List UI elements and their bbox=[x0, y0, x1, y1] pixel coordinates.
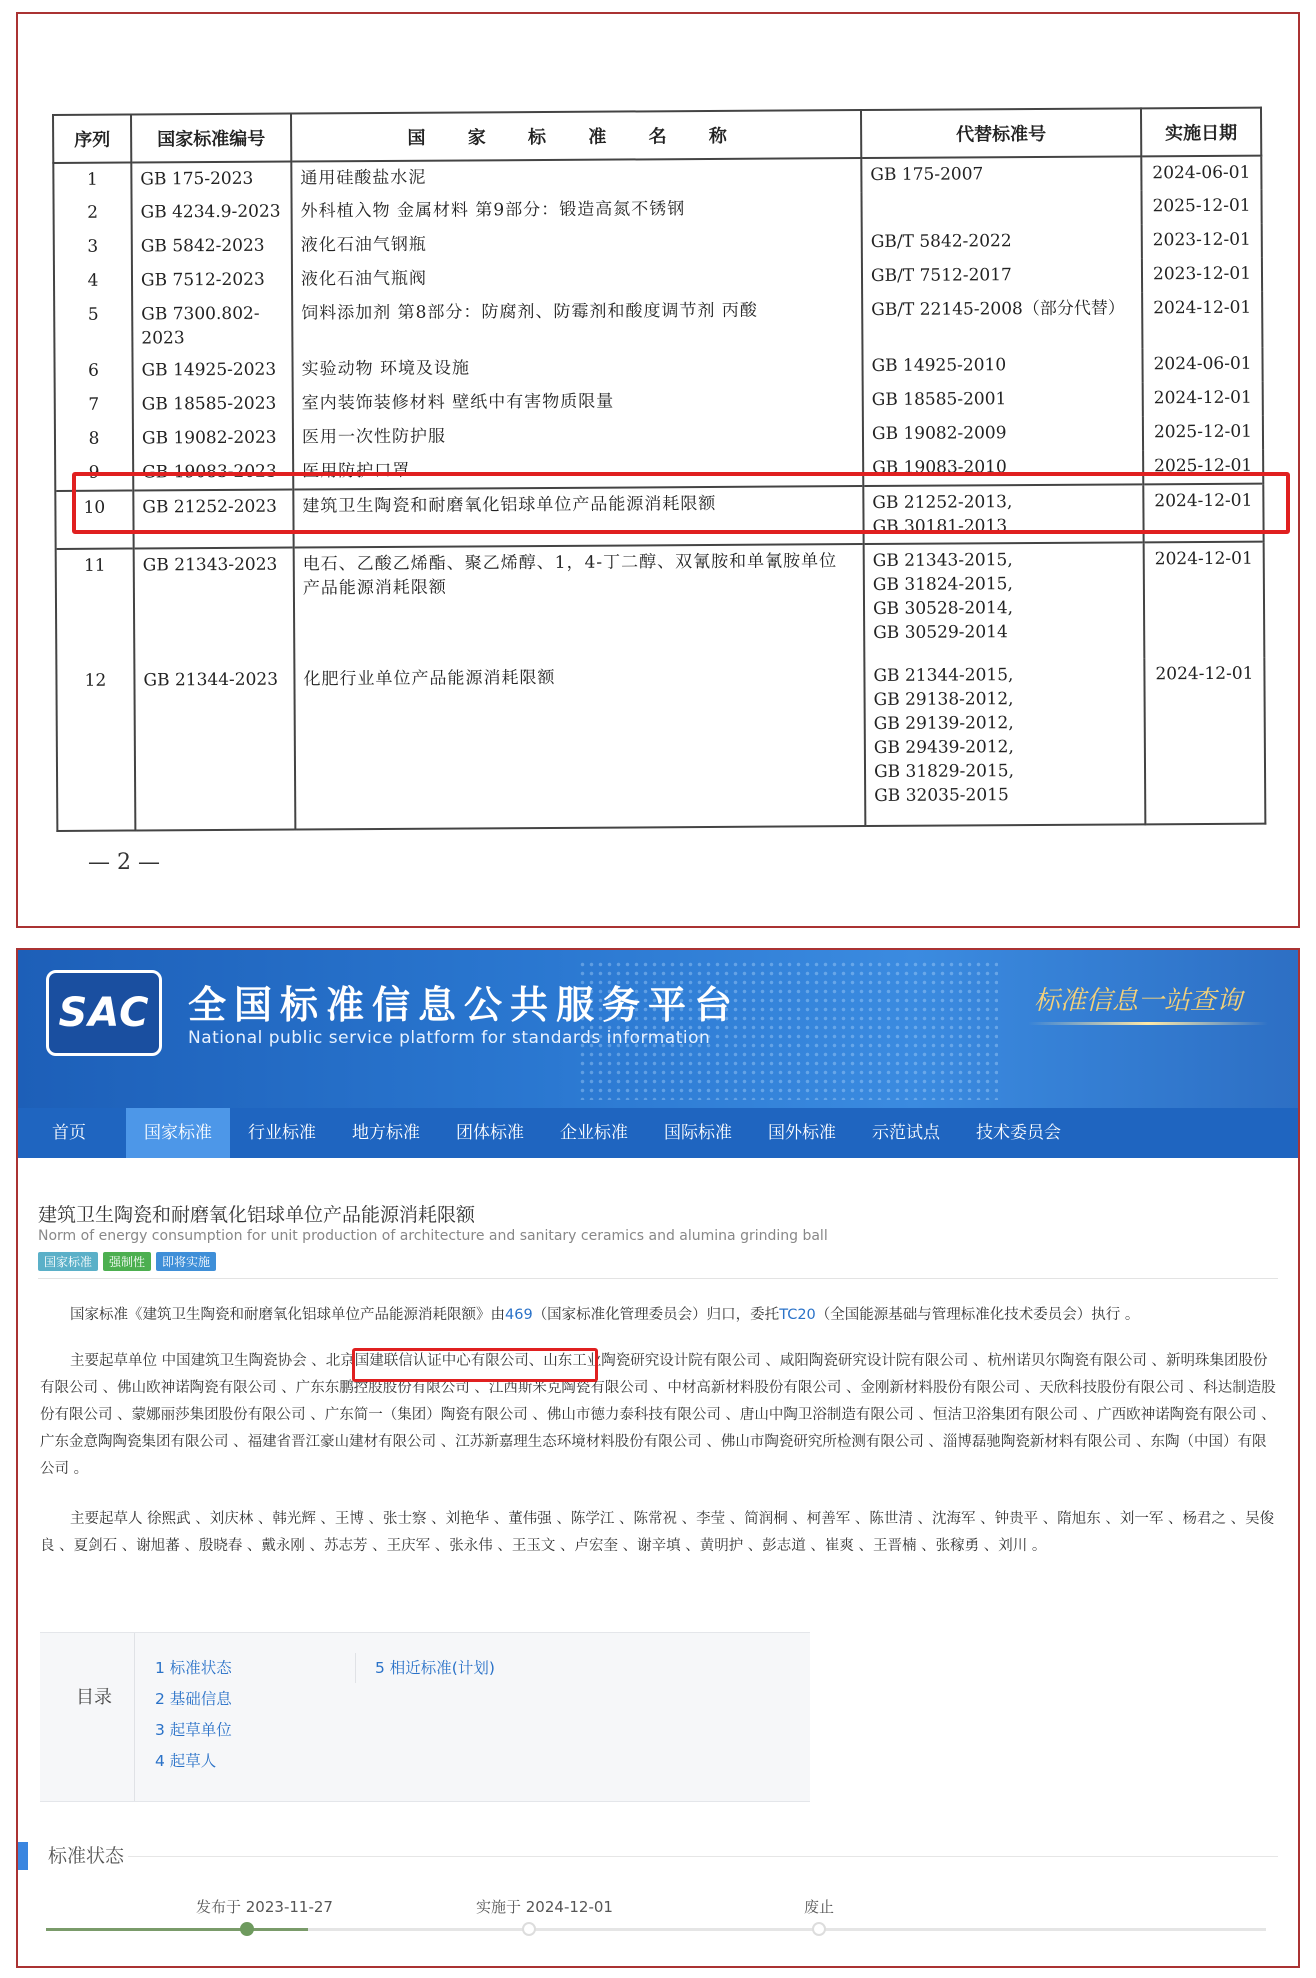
page-number: — 2 — bbox=[88, 850, 160, 875]
cell-date: 2025-12-01 bbox=[1143, 416, 1263, 451]
cell-seq: 1 bbox=[53, 163, 131, 197]
timeline-abolished-label: 废止 bbox=[804, 1898, 835, 1916]
table-row bbox=[54, 292, 1262, 355]
toc-list-right bbox=[375, 1653, 495, 1684]
cell-seq: 5 bbox=[54, 299, 132, 355]
cell-name: 液化石油气瓶阀 bbox=[292, 260, 862, 297]
cell-name: 实验动物 环境及设施 bbox=[292, 350, 862, 387]
logo-text: SAC bbox=[58, 990, 150, 1036]
cell-seq: 2 bbox=[54, 197, 132, 231]
intro-mid: （国家标准化管理委员会）归口，委托 bbox=[532, 1307, 780, 1323]
standard-title: 建筑卫生陶瓷和耐磨氧化铝球单位产品能源消耗限额 bbox=[38, 1204, 476, 1226]
header-name: 国 家 标 准 名 称 bbox=[291, 110, 861, 161]
toc-item-related-standards[interactable]: 5 相近标准(计划) bbox=[375, 1659, 495, 1677]
replace-line: GB 30529-2014 bbox=[873, 622, 1008, 643]
site-subtitle: National public service platform for standards information bbox=[188, 1028, 711, 1048]
standard-badges bbox=[38, 1252, 216, 1271]
nav-technical-committee[interactable]: 技术委员会 bbox=[976, 1123, 1061, 1143]
cell-date: 2024-12-01 bbox=[1144, 658, 1265, 825]
cell-code: GB 7300.802-2023 bbox=[132, 298, 292, 355]
cell-date: 2025-12-01 bbox=[1141, 190, 1261, 225]
table-header-row bbox=[53, 108, 1261, 163]
divider bbox=[38, 1278, 1278, 1279]
sac-logo[interactable] bbox=[46, 970, 162, 1056]
slogan-underline bbox=[1028, 1022, 1268, 1025]
cell-replaces: GB/T 5842-2022 bbox=[862, 224, 1142, 260]
toc-item-status[interactable]: 1 标准状态 bbox=[155, 1659, 232, 1677]
drafting-unit-highlighted: 北京国建联信认证中心有限公司 bbox=[325, 1353, 529, 1369]
toc-list bbox=[155, 1653, 232, 1777]
highlight-box-row-10 bbox=[72, 472, 1290, 534]
highlight-box-unit bbox=[352, 1348, 598, 1382]
cell-date: 2024-12-01 bbox=[1143, 484, 1263, 543]
cell-seq: 7 bbox=[55, 389, 133, 423]
cell-code: GB 21344-2023 bbox=[134, 664, 295, 831]
replace-line: GB 30181-2013 bbox=[872, 516, 1008, 537]
committee-link-tc20[interactable]: TC20 bbox=[779, 1307, 816, 1323]
badge-upcoming: 即将实施 bbox=[156, 1252, 216, 1271]
nav-international-standards[interactable]: 国际标准 bbox=[664, 1123, 732, 1143]
cell-name: 饲料添加剂 第8部分：防腐剂、防霉剂和酸度调节剂 丙酸 bbox=[292, 294, 862, 353]
header-seq: 序列 bbox=[53, 115, 131, 163]
cell-code: GB 14925-2023 bbox=[132, 354, 292, 389]
toc-label: 目录 bbox=[76, 1687, 112, 1708]
badge-mandatory: 强制性 bbox=[103, 1252, 151, 1271]
cell-replaces bbox=[864, 542, 1145, 660]
document-scan-panel bbox=[16, 12, 1300, 928]
nav-enterprise-standards[interactable]: 企业标准 bbox=[560, 1123, 628, 1143]
cell-date: 2024-12-01 bbox=[1144, 542, 1265, 659]
cell-seq: 4 bbox=[54, 265, 132, 299]
badge-national-standard: 国家标准 bbox=[38, 1252, 98, 1271]
cell-name: 医用防护口罩 bbox=[293, 452, 863, 489]
table-row bbox=[56, 658, 1265, 831]
cell-seq: 6 bbox=[54, 355, 132, 389]
cell-date: 2023-12-01 bbox=[1142, 224, 1262, 259]
cell-code: GB 19083-2023 bbox=[133, 456, 293, 491]
nav-pilot-demo[interactable]: 示范试点 bbox=[872, 1123, 940, 1143]
cell-code: GB 7512-2023 bbox=[132, 264, 292, 299]
replace-line: GB 31829-2015, bbox=[873, 761, 1015, 782]
header-replaces: 代替标准号 bbox=[861, 108, 1141, 158]
cell-date: 2024-06-01 bbox=[1142, 348, 1262, 383]
site-slogan: 标准信息一站查询 bbox=[1034, 986, 1243, 1016]
replace-line: GB 31824-2015, bbox=[872, 574, 1013, 595]
replace-line: GB 21343-2015, bbox=[872, 550, 1013, 571]
cell-date: 2024-06-01 bbox=[1141, 156, 1261, 191]
status-section-title: 标准状态 bbox=[48, 1845, 125, 1867]
drafting-units-list: 、山东工业陶瓷研究设计院有限公司 、咸阳陶瓷研究设计院有限公司 、杭州诺贝尔陶瓷有限公司 、新明珠集团股份有限公司 、佛山欧神诺陶瓷有限公司 、广东东鹏控股股份有限公司 、江西斯米克陶瓷有限公司 、中材高新材料股份有限公司 、金刚新材料股份有限公司 、天欣科技股份有限公司 、科达制造股份有限公司 、蒙娜丽莎集团股份有限公司 、广东简一（集团）陶瓷有限公司 、佛山市德力泰科技有限公司 、唐山中陶卫浴制造有限公司 、恒洁卫浴集团有限公司 、广西欧神诺陶瓷有限公司 、广东金意陶陶瓷集团有限公司 、福建省晋江豪山建材有限公司 、江苏新嘉理生态环境材料股份有限公司 、佛山市陶瓷研究所检测有限公司 、淄博磊驰陶瓷新材料有限公司 、东陶（中国）有限公司 。 bbox=[40, 1353, 1276, 1477]
cell-seq: 12 bbox=[56, 665, 135, 831]
section-rule bbox=[128, 1856, 1278, 1857]
replace-line: GB 29439-2012, bbox=[873, 737, 1014, 758]
nav-industry-standards[interactable]: 行业标准 bbox=[248, 1123, 316, 1143]
cell-replaces bbox=[861, 190, 1141, 226]
cell-replaces: GB 19082-2009 bbox=[863, 416, 1143, 452]
cell-replaces: GB 19083-2010 bbox=[863, 450, 1143, 486]
toc-item-drafting-units[interactable]: 3 起草单位 bbox=[155, 1721, 232, 1739]
cell-date: 2024-12-01 bbox=[1142, 292, 1262, 349]
cell-replaces: GB 14925-2010 bbox=[862, 348, 1142, 384]
timeline-dot-published bbox=[240, 1922, 254, 1936]
cell-seq: 10 bbox=[55, 491, 133, 549]
replace-line: GB 29138-2012, bbox=[873, 689, 1014, 710]
timeline-effective-label: 实施于 2024-12-01 bbox=[476, 1898, 613, 1916]
timeline-published-label: 发布于 2023-11-27 bbox=[196, 1898, 333, 1916]
cell-name: 建筑卫生陶瓷和耐磨氧化铝球单位产品能源消耗限额 bbox=[293, 486, 863, 547]
site-header bbox=[18, 950, 1298, 1108]
replace-line: GB 21344-2015, bbox=[873, 665, 1014, 686]
cell-seq: 11 bbox=[56, 549, 135, 665]
toc-column-divider bbox=[355, 1653, 356, 1683]
header-code: 国家标准编号 bbox=[131, 114, 291, 163]
replace-line: GB 32035-2015 bbox=[874, 785, 1009, 806]
table-of-contents bbox=[40, 1632, 810, 1802]
web-page-panel bbox=[16, 948, 1300, 1968]
section-marker bbox=[18, 1842, 28, 1870]
timeline-progress bbox=[46, 1928, 308, 1931]
cell-date: 2025-12-01 bbox=[1143, 450, 1263, 485]
cell-code: GB 21252-2023 bbox=[133, 490, 293, 549]
cell-code: GB 4234.9-2023 bbox=[132, 196, 292, 231]
timeline-dot-abolished bbox=[812, 1922, 826, 1936]
cell-code: GB 21343-2023 bbox=[134, 548, 295, 665]
cell-seq: 9 bbox=[55, 457, 133, 491]
cell-seq: 3 bbox=[54, 231, 132, 265]
cell-replaces: GB 175-2007 bbox=[861, 156, 1141, 192]
timeline-dot-effective bbox=[522, 1922, 536, 1936]
committee-link-469[interactable]: 469 bbox=[505, 1307, 533, 1323]
replace-line: GB 30528-2014, bbox=[872, 598, 1014, 619]
toc-item-basic-info[interactable]: 2 基础信息 bbox=[155, 1690, 232, 1708]
intro-prefix: 国家标准《建筑卫生陶瓷和耐磨氧化铝球单位产品能源消耗限额》由 bbox=[70, 1307, 505, 1323]
cell-code: GB 18585-2023 bbox=[133, 388, 293, 423]
standard-intro bbox=[40, 1302, 1280, 1329]
cell-code: GB 19082-2023 bbox=[133, 422, 293, 457]
cell-date: 2023-12-01 bbox=[1142, 258, 1262, 293]
drafting-units-label: 主要起草单位 中国建筑卫生陶瓷协会 、 bbox=[70, 1353, 326, 1369]
cell-name: 室内装饰装修材料 壁纸中有害物质限量 bbox=[293, 384, 863, 421]
cell-code: GB 175-2023 bbox=[131, 162, 291, 197]
header-date: 实施日期 bbox=[1141, 108, 1261, 157]
cell-date: 2024-12-01 bbox=[1143, 382, 1263, 417]
cell-name: 通用硅酸盐水泥 bbox=[291, 158, 861, 195]
toc-item-drafters[interactable]: 4 起草人 bbox=[155, 1752, 217, 1770]
cell-code: GB 5842-2023 bbox=[132, 230, 292, 265]
drafting-units bbox=[40, 1348, 1280, 1483]
nav-local-standards[interactable]: 地方标准 bbox=[352, 1123, 420, 1143]
cell-name: 医用一次性防护服 bbox=[293, 418, 863, 455]
nav-group-standards[interactable]: 团体标准 bbox=[456, 1123, 524, 1143]
cell-name: 电石、乙酸乙烯酯、聚乙烯醇、1，4-丁二醇、双氰胺和单氰胺单位产品能源消耗限额 bbox=[294, 544, 865, 663]
nav-national-standards[interactable]: 国家标准 bbox=[126, 1108, 230, 1158]
cell-seq: 8 bbox=[55, 423, 133, 457]
replace-line: GB 21252-2013, bbox=[872, 492, 1013, 513]
cell-replaces: GB/T 7512-2017 bbox=[862, 258, 1142, 294]
nav-foreign-standards[interactable]: 国外标准 bbox=[768, 1123, 836, 1143]
cell-replaces: GB 18585-2001 bbox=[863, 382, 1143, 418]
site-title: 全国标准信息公共服务平台 bbox=[188, 983, 741, 1027]
standard-title-en: Norm of energy consumption for unit production of architecture and sanitary ceramics and alumina grinding ball bbox=[38, 1228, 828, 1244]
table-row bbox=[56, 542, 1265, 665]
cell-replaces bbox=[864, 658, 1145, 826]
cell-name: 化肥行业单位产品能源消耗限额 bbox=[294, 660, 865, 829]
toc-divider bbox=[134, 1633, 135, 1801]
main-nav bbox=[18, 1108, 1298, 1158]
intro-suffix: （全国能源基础与管理标准化技术委员会）执行 。 bbox=[815, 1307, 1140, 1323]
cell-name: 外科植入物 金属材料 第9部分：锻造高氮不锈钢 bbox=[292, 192, 862, 229]
cell-replaces: GB/T 22145-2008（部分代替） bbox=[862, 292, 1142, 350]
replace-line: GB 29139-2012, bbox=[873, 713, 1014, 734]
cell-name: 液化石油气钢瓶 bbox=[292, 226, 862, 263]
drafters: 主要起草人 徐熙武 、刘庆林 、韩光辉 、王博 、张士察 、刘艳华 、董伟强 、陈学江 、陈常祝 、李莹 、简润桐 、柯善军 、陈世清 、沈海军 、钟贵平 、隋旭东 、刘一军 、杨君之 、吴俊良 、夏剑石 、谢旭蕃 、殷晓春 、戴永刚 、苏志芳 、王庆军 、张永伟 、王玉文 、卢宏奎 、谢辛填 、黄明护 、彭志道 、崔爽 、王晋楠 、张稼勇 、刘川 。 bbox=[40, 1511, 1275, 1554]
standards-table bbox=[52, 107, 1266, 832]
nav-home[interactable]: 首页 bbox=[52, 1123, 86, 1143]
